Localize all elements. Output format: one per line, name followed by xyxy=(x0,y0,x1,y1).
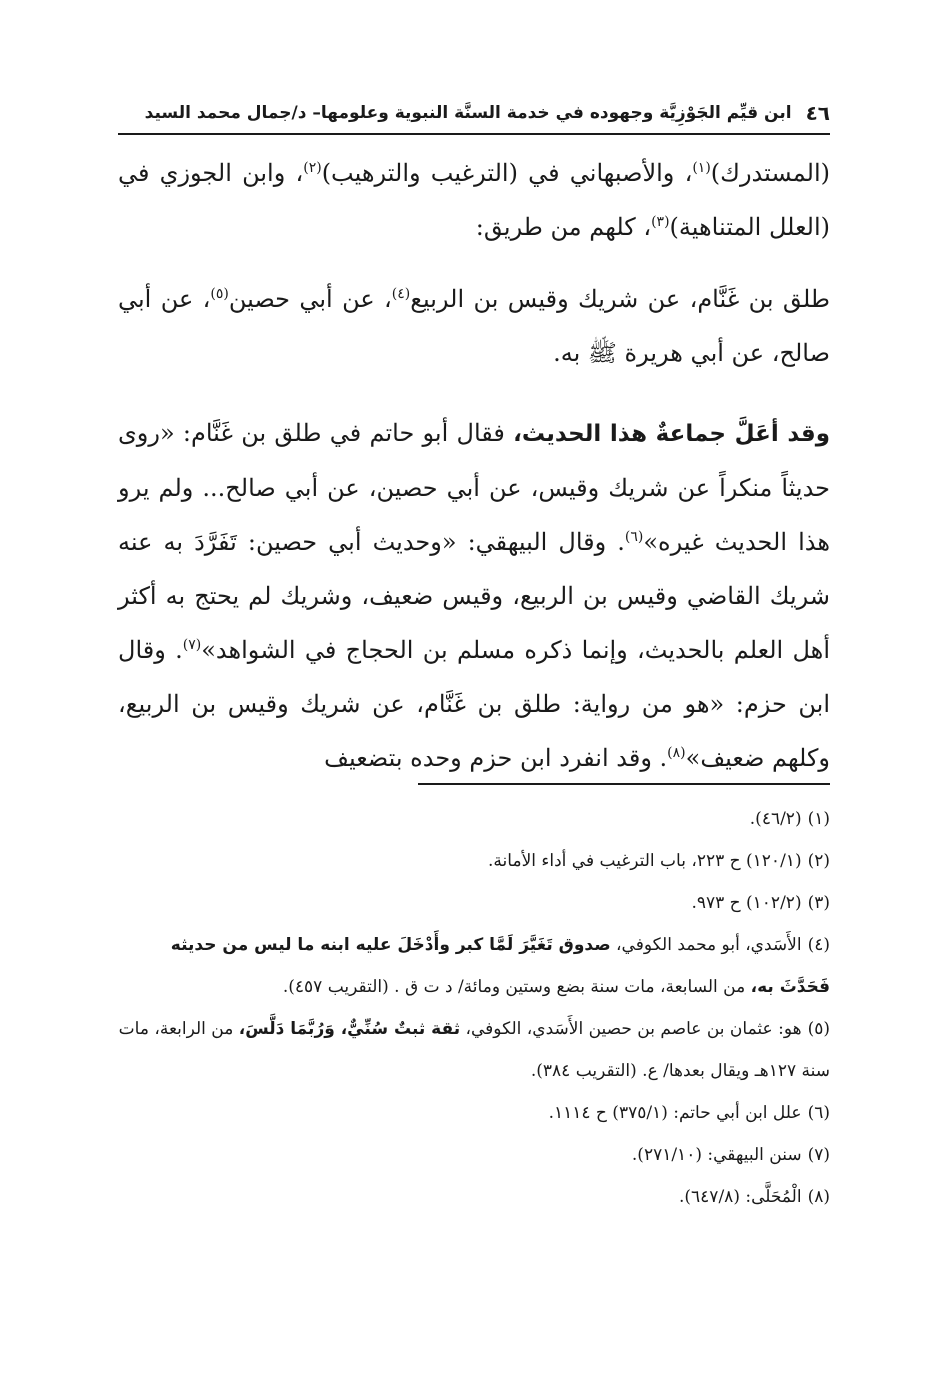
footnote-number: (٨) xyxy=(807,1187,830,1207)
footnote-ref-7: (٧) xyxy=(182,637,202,653)
text-run: . وقال ابن حزم: «هو من رواية: طلق بن غَنَّام، عن شريك وقيس بن الربيع، وكلهم ضعيف» xyxy=(118,636,830,772)
text-run: فقال أبو حاتم في طلق بن غَنَّام: «روى حديثاً منكراً عن شريك وقيس، عن أبي حصين، عن أبي صالح... ولم يرو هذا الحديث غيره» xyxy=(118,419,830,556)
footnote-number: (٦) xyxy=(807,1103,830,1123)
footnote-text: هو: عثمان بن عاصم بن حصين الأَسَدي، الكوفي، xyxy=(460,1019,802,1039)
footnote-text: الْمُحَلَّى: (٦٤٧/٨). xyxy=(679,1187,802,1207)
footnote-ref-2: (٢) xyxy=(303,160,322,176)
paragraph-3 xyxy=(118,406,830,785)
footnote-2 xyxy=(118,840,830,882)
footnote-text: (١٢٠/١) ح ٢٢٣، باب الترغيب في أداء الأمانة. xyxy=(488,851,802,871)
footnote-5 xyxy=(118,1008,830,1092)
text-run: . وقال البيهقي: «وحديث أبي حصين: تَفَرَّدَ به عنه شريك القاضي وقيس بن الربيع، وقيس ضعيف، وشريك لم يحتج به أكثر أهل العلم بالحديث، وإنما ذكره مسلم بن الحجاج في الشواهد» xyxy=(118,528,830,664)
running-header xyxy=(118,96,830,130)
text-run: ، عن أبي حصين xyxy=(228,285,392,313)
footnote-text: سنن البيهقي: (٢٧١/١٠). xyxy=(631,1145,802,1165)
text-run: (المستدرك) xyxy=(710,159,830,187)
footnote-text: من الرابعة، مات سنة ١٢٧هـ ويقال بعدها/ ع. (التقريب ٣٨٤). xyxy=(118,1019,830,1081)
text-run: ، وابن الجوزي في (العلل المتناهية) xyxy=(118,159,830,241)
footnote-8 xyxy=(118,1176,830,1218)
text-run: ، عن أبي صالح، عن أبي هريرة ﷺ به. xyxy=(118,285,830,367)
footnote-6 xyxy=(118,1092,830,1134)
footnote-separator xyxy=(418,783,830,785)
footnote-ref-8: (٨) xyxy=(667,745,686,761)
bold-heading-phrase: وقد أعَلَّ جماعةٌ هذا الحديث، xyxy=(513,421,830,447)
footnote-number: (٢) xyxy=(807,851,830,871)
header-rule xyxy=(118,133,830,135)
text-run: . وقد انفرد ابن حزم وحده بتضعيف xyxy=(324,744,668,772)
footnote-ref-4: (٤) xyxy=(391,286,411,302)
text-run: طلق بن غَنَّام، عن شريك وقيس بن الربيع xyxy=(410,285,830,313)
paragraph-2 xyxy=(118,272,830,380)
footnote-ref-3: (٣) xyxy=(651,214,670,230)
footnote-ref-5: (٥) xyxy=(210,286,229,302)
text-run: ، كلهم من طريق: xyxy=(475,213,652,241)
footnote-text: (١٠٢/٢) ح ٩٧٣. xyxy=(691,893,802,913)
footnotes xyxy=(118,798,830,1218)
footnote-number: (١) xyxy=(807,809,830,829)
footnote-text: الأَسَدي، أبو محمد الكوفي، xyxy=(610,935,802,955)
footnote-bold-grade: ثقة ثبتٌ سُنِّيٌّ، وَرُبَّمَا دَلَّسَ، xyxy=(238,1019,461,1039)
running-title: ابن قيِّم الجَوْزِيَّة وجهوده في خدمة السنَّة النبوية وعلومها– د/جمال محمد السيد xyxy=(144,103,792,123)
text-run: ، والأصبهاني في (الترغيب والترهيب) xyxy=(321,159,693,187)
main-text xyxy=(118,146,830,785)
footnote-3 xyxy=(118,882,830,924)
footnote-number: (٧) xyxy=(807,1145,830,1165)
footnote-text: (٤٦/٢). xyxy=(749,809,802,829)
footnote-1 xyxy=(118,798,830,840)
footnote-bold-grade: صدوق تَغَيَّرَ لَمَّا كبر وأَدْخَلَ عليه ابنه ما ليس من حديثه فَحَدَّثَ به، xyxy=(170,935,830,997)
footnote-number: (٥) xyxy=(807,1019,830,1039)
footnote-number: (٣) xyxy=(807,893,830,913)
footnote-number: (٤) xyxy=(807,935,830,955)
footnote-text: من السابعة، مات سنة بضع وستين ومائة/ د ت ق . (التقريب ٤٥٧). xyxy=(282,977,751,997)
footnote-ref-1: (١) xyxy=(692,160,711,176)
footnote-ref-6: (٦) xyxy=(624,529,644,545)
page-number: ٤٦ xyxy=(805,101,830,125)
footnote-7 xyxy=(118,1134,830,1176)
footnote-text: علل ابن أبي حاتم: (٣٧٥/١) ح ١١١٤. xyxy=(548,1103,802,1123)
footnote-4 xyxy=(118,924,830,1008)
paragraph-1 xyxy=(118,146,830,254)
